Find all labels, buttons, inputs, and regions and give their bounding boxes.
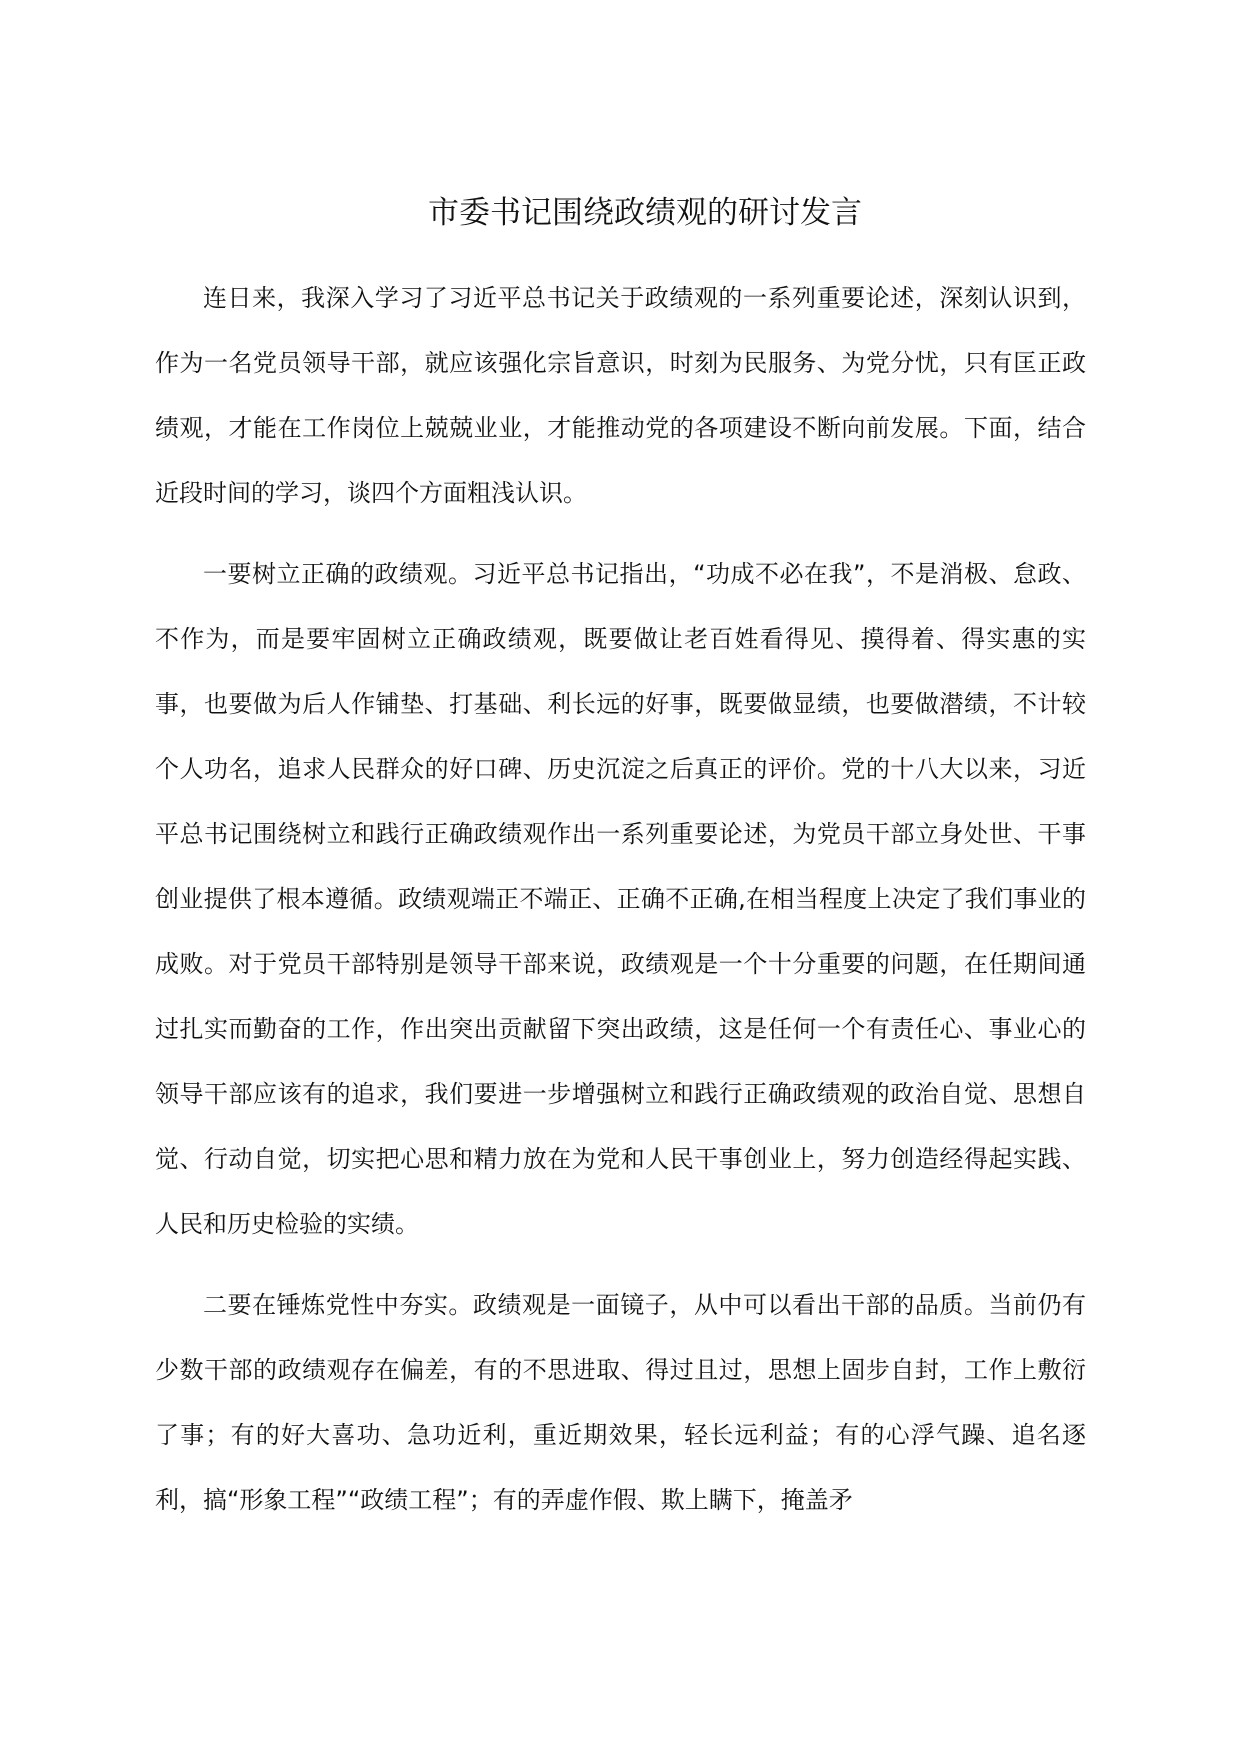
document-body [155,266,1086,1549]
paragraph-point-one: 一要树立正确的政绩观。习近平总书记指出，“功成不必在我”，不是消极、怠政、不作为，而是要牢固树立正确政绩观，既要做让老百姓看得见、摸得着、得实惠的实事，也要做为后人作铺垫、打基础、利长远的好事，既要做显绩，也要做潜绩，不计较个人功名，追求人民群众的好口碑、历史沉淀之后真正的评价。党的十八大以来，习近平总书记围绕树立和践行正确政绩观作出一系列重要论述，为党员干部立身处世、干事创业提供了根本遵循。政绩观端正不端正、正确不正确,在相当程度上决定了我们事业的成败。对于党员干部特别是领导干部来说，政绩观是一个十分重要的问题，在任期间通过扎实而勤奋的工作，作出突出贡献留下突出政绩，这是任何一个有责任心、事业心的领导干部应该有的追求，我们要进一步增强树立和践行正确政绩观的政治自觉、思想自觉、行动自觉，切实把心思和精力放在为党和人民干事创业上，努力创造经得起实践、人民和历史检验的实绩。 [155,560,1086,1238]
paragraph-intro: 连日来，我深入学习了习近平总书记关于政绩观的一系列重要论述，深刻认识到，作为一名党员领导干部，就应该强化宗旨意识，时刻为民服务、为党分忧，只有匡正政绩观，才能在工作岗位上兢兢业业，才能推动党的各项建设不断向前发展。下面，结合近段时间的学习，谈四个方面粗浅认识。 [155,284,1086,507]
paragraph-point-two: 二要在锤炼党性中夯实。政绩观是一面镜子，从中可以看出干部的品质。当前仍有少数干部的政绩观存在偏差，有的不思进取、得过且过，思想上固步自封，工作上敷衍了事；有的好大喜功、急功近利，重近期效果，轻长远利益；有的心浮气躁、追名逐利，搞“形象工程”“政绩工程”；有的弄虚作假、欺上瞒下，掩盖矛 [155,1291,1086,1514]
document-title: 市委书记围绕政绩观的研讨发言 [428,195,862,231]
